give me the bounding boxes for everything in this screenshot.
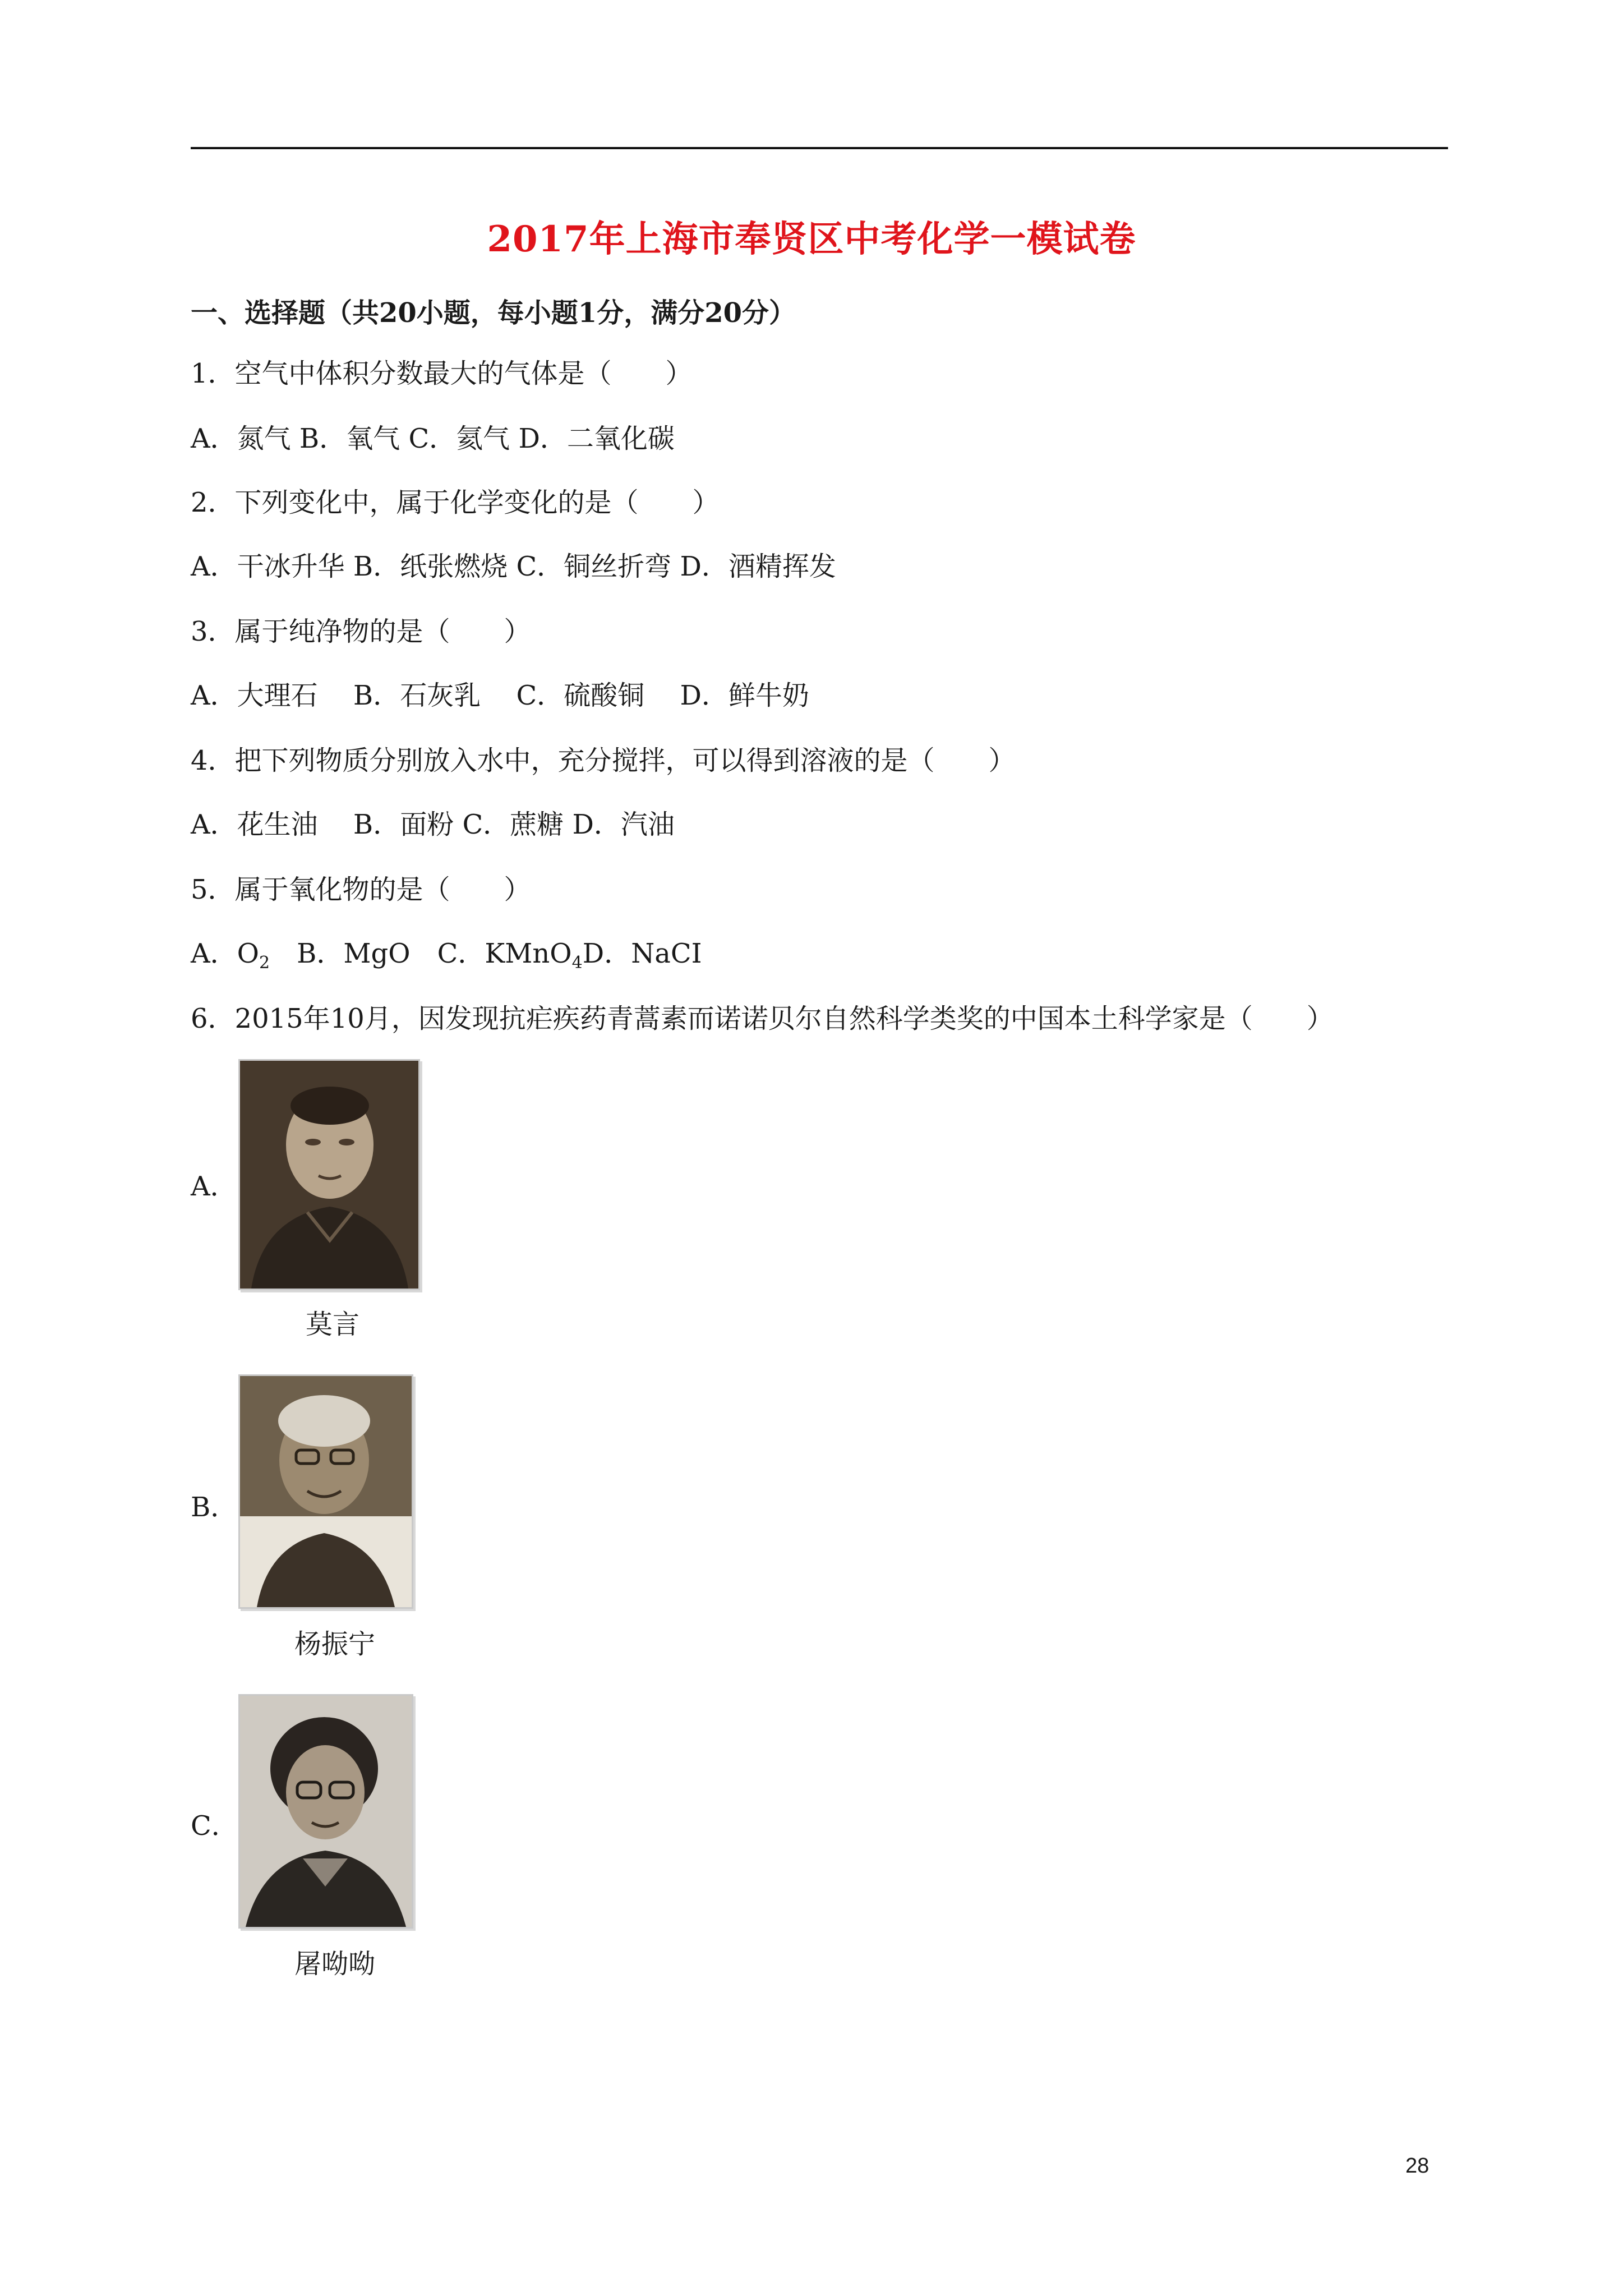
option-c-portrait (238, 1694, 413, 1929)
question-1-stem: 1．空气中体积分数最大的气体是（ ） (191, 358, 693, 389)
option-a-portrait (238, 1059, 420, 1290)
option-a-o2: A．O (191, 938, 260, 969)
question-3-stem: 3．属于纯净物的是（ ） (191, 616, 531, 647)
option-b-portrait (238, 1374, 413, 1609)
option-a-caption: 莫言 (306, 1309, 360, 1340)
question-5-options (191, 937, 702, 980)
o2-subscript: 2 (259, 953, 270, 973)
option-b-label: B． (191, 1492, 238, 1523)
option-a-label: A． (191, 1171, 237, 1202)
header-rule (191, 147, 1448, 149)
section-heading: 一、选择题（共20小题，每小题1分，满分20分） (191, 297, 796, 329)
option-c-caption: 屠呦呦 (294, 1948, 376, 1980)
option-d: D．NaCI (582, 938, 702, 969)
question-4-stem: 4．把下列物质分别放入水中，充分搅拌，可以得到溶液的是（ ） (191, 745, 1016, 776)
option-c-label: C． (191, 1810, 238, 1842)
document-title: 2017年上海市奉贤区中考化学一模试卷 (487, 218, 1136, 260)
kmno4-subscript: 4 (571, 953, 583, 973)
option-b-c: B．MgO C．KMnO (270, 938, 572, 969)
page-number: 28 (1405, 2154, 1430, 2178)
question-1-options: A．氮气 B．氧气 C．氦气 D．二氧化碳 (191, 423, 675, 454)
question-3-options: A．大理石 B．石灰乳 C．硫酸铜 D．鲜牛奶 (191, 680, 809, 711)
question-2-options: A．干冰升华 B．纸张燃烧 C．铜丝折弯 D．酒精挥发 (191, 551, 836, 582)
option-b-caption: 杨振宁 (294, 1628, 376, 1660)
question-4-options: A．花生油 B．面粉 C．蔗糖 D．汽油 (191, 809, 675, 840)
question-5-stem: 5．属于氧化物的是（ ） (191, 874, 531, 905)
question-2-stem: 2．下列变化中，属于化学变化的是（ ） (191, 487, 720, 518)
question-6-stem: 6．2015年10月，因发现抗疟疾药青蒿素而诺诺贝尔自然科学类奖的中国本土科学家是（ ） (191, 1003, 1334, 1034)
